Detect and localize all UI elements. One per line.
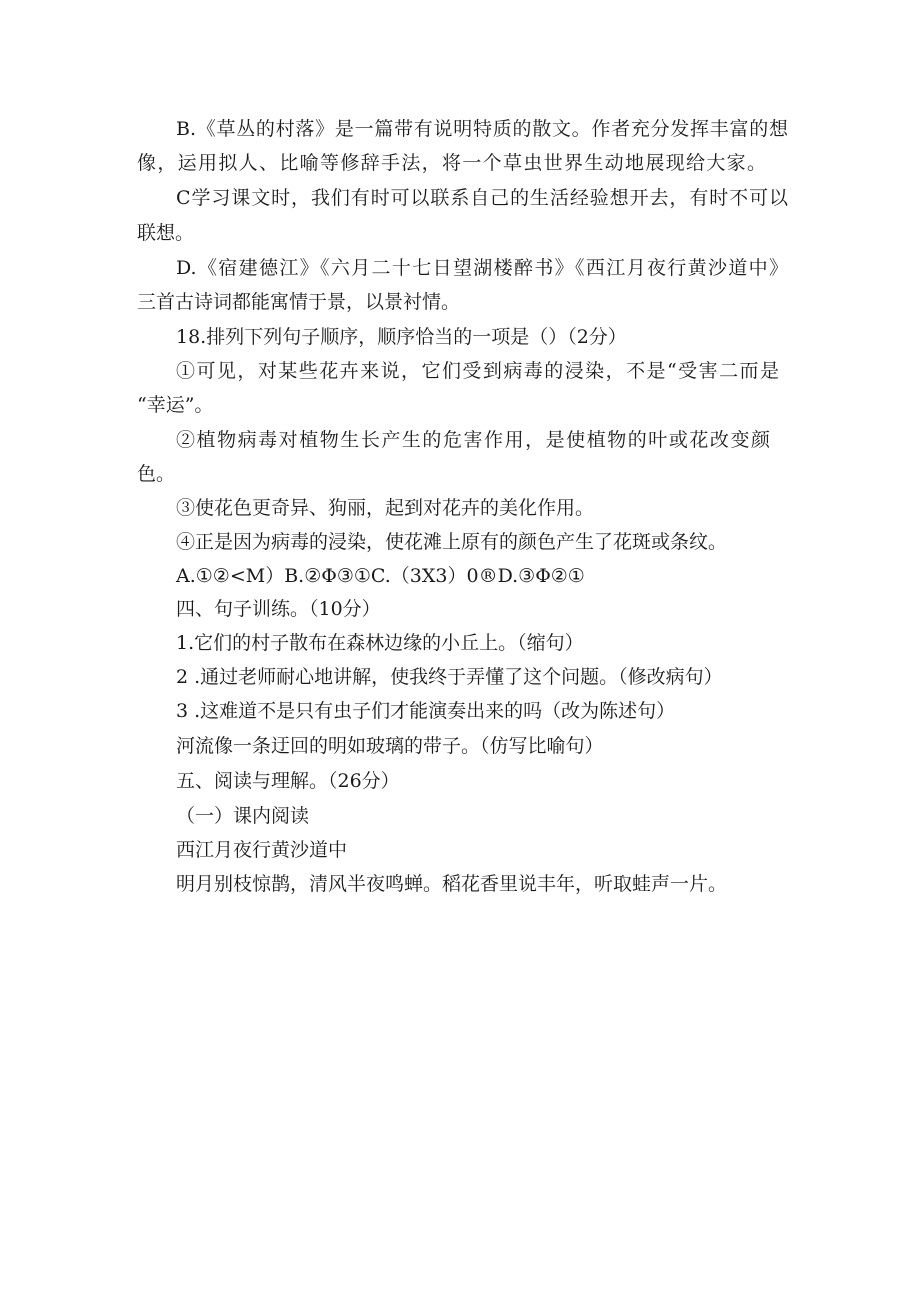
question-18-prompt: 18.排列下列句子顺序，顺序恰当的一项是（）（2分） bbox=[176, 326, 627, 348]
sentence-1-line-1: ①可见，对某些花卉来说，它们受到病毒的浸染，不是“受害二而是 bbox=[176, 360, 779, 382]
option-b-line-1: B.《草丛的村落》是一篇带有说明特质的散文。作者充分发挥丰富的想 bbox=[176, 118, 788, 140]
option-c-line-1: C学习课文时，我们有时可以联系自己的生活经验想开去，有时不可以 bbox=[176, 187, 788, 209]
sentence-2-line-2: 色。 bbox=[137, 463, 176, 485]
section-4-item-2: 2 .通过老师耐心地讲解，使我终于弄懂了这个问题。（修改病句） bbox=[176, 666, 723, 688]
sentence-1-line-2: “幸运”。 bbox=[137, 394, 214, 416]
section-4-item-4: 河流像一条迂回的明如玻璃的带子。（仿写比喻句） bbox=[176, 735, 604, 757]
section-5-heading: 五、阅读与理解。（26分） bbox=[176, 770, 400, 792]
section-5-subheading: （一）课内阅读 bbox=[176, 805, 310, 827]
option-c-line-2: 联想。 bbox=[137, 222, 195, 244]
question-18-options: A.①②<M）B.②Φ③①C.（3X3）0®D.③Φ②① bbox=[176, 565, 585, 587]
option-d-line-2: 三首古诗词都能寓情于景，以景衬情。 bbox=[137, 291, 461, 313]
section-4-heading: 四、句子训练。（10分） bbox=[176, 598, 381, 620]
sentence-2-line-1: ②植物病毒对植物生长产生的危害作用，是使植物的叶或花改变颜 bbox=[176, 429, 770, 451]
option-d-line-1: D.《宿建德江》《六月二十七日望湖楼醉书》《西江月夜行黄沙道中》 bbox=[176, 257, 788, 279]
option-b-line-2: 像，运用拟人、比喻等修辞手法，将一个草虫世界生动地展现给大家。 bbox=[137, 152, 766, 174]
sentence-3: ③使花色更奇异、狗丽，起到对花卉的美化作用。 bbox=[176, 497, 595, 519]
poem-title: 西江月夜行黄沙道中 bbox=[176, 839, 348, 861]
section-4-item-3: 3 .这难道不是只有虫子们才能演奏出来的吗（改为陈述句） bbox=[176, 700, 676, 722]
sentence-4: ④正是因为病毒的浸染，使花滩上原有的颜色产生了花斑或条纹。 bbox=[176, 531, 728, 553]
section-4-item-1: 1.它们的村子散布在森林边缘的小丘上。（缩句） bbox=[176, 632, 584, 654]
poem-line: 明月别枝惊鹊，清风半夜鸣蝉。稻花香里说丰年，听取蛙声一片。 bbox=[176, 873, 728, 895]
